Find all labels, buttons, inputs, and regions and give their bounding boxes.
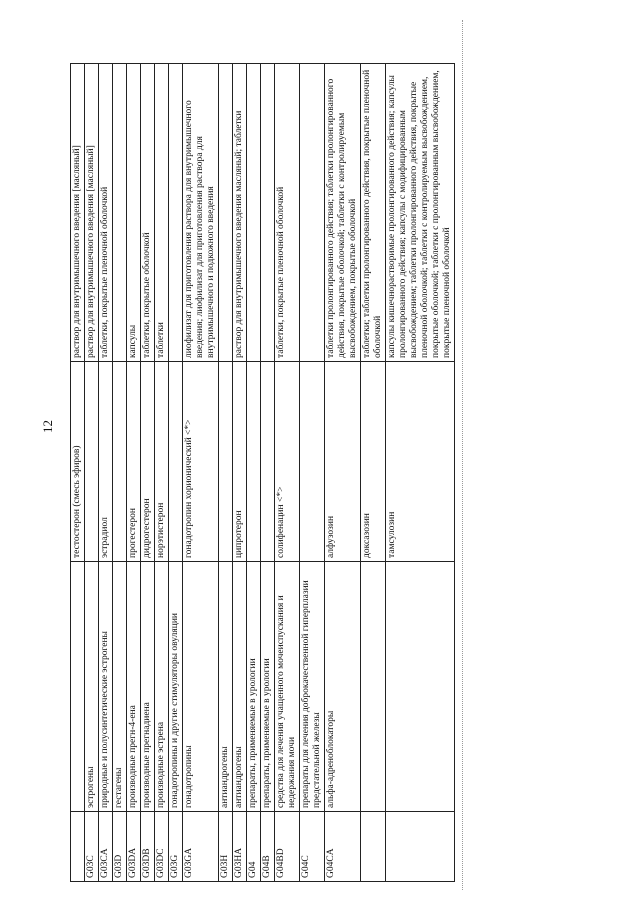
table-row	[85, 64, 99, 882]
dosage-form-cell: капсулы кишечнорастворимые пролонгированного действия; капсулы пролонгированного действия; капсулы с модифицированным высвобождением; таблетки пролонгированного действия, покрытые пленочной оболочкой; таблетки с контролируемым высвобождением, покрытые оболочкой; таблетки с пролонгированным высвобождением, покрытые пленочной оболочкой	[386, 64, 455, 362]
group-name-cell	[71, 562, 85, 812]
atc-code-cell	[386, 812, 455, 882]
table-row	[325, 64, 361, 882]
group-name-cell: гонадотропины и другие стимуляторы овуляции	[169, 562, 183, 812]
dosage-form-cell: таблетки, покрытые оболочкой	[141, 64, 155, 362]
table-row	[183, 64, 219, 882]
drug-name-cell	[261, 362, 275, 562]
group-name-cell: препараты, применяемые в урологии	[261, 562, 275, 812]
dosage-form-cell: раствор для внутримышечного введения [масляный]	[85, 64, 99, 362]
atc-code-cell: G03DA	[127, 812, 141, 882]
drug-name-cell	[247, 362, 261, 562]
dosage-form-cell: раствор для внутримышечного введения [масляный]	[71, 64, 85, 362]
dosage-form-cell: таблетки	[155, 64, 169, 362]
drug-name-cell: ципротерон	[233, 362, 247, 562]
group-name-cell: производные прегн-4-ена	[127, 562, 141, 812]
drug-name-cell: тестостерон (смесь эфиров)	[71, 362, 85, 562]
drug-name-cell: прогестерон	[127, 362, 141, 562]
table-row	[386, 64, 455, 882]
dosage-form-cell: таблетки пролонгированного действия; таблетки пролонгированного действия, покрытые оболочкой; таблетки с контролируемым высвобождением, покрытые оболочкой	[325, 64, 361, 362]
rotated-table-container	[70, 64, 455, 882]
drug-name-cell: доксазозин	[361, 362, 386, 562]
atc-code-cell	[71, 812, 85, 882]
group-name-cell: препараты, применяемые в урологии	[247, 562, 261, 812]
table-row	[300, 64, 325, 882]
group-name-cell: антиандрогены	[233, 562, 247, 812]
drug-name-cell: алфузозин	[325, 362, 361, 562]
atc-code-cell: G04B	[261, 812, 275, 882]
dosage-form-cell	[300, 64, 325, 362]
table-row	[71, 64, 85, 882]
drug-name-cell: дидрогестерон	[141, 362, 155, 562]
drug-classification-table	[70, 63, 455, 882]
atc-code-cell: G03HA	[233, 812, 247, 882]
drug-name-cell	[85, 362, 99, 562]
table-row	[275, 64, 300, 882]
atc-code-cell: G04BD	[275, 812, 300, 882]
page-number: 12	[40, 420, 55, 433]
dosage-form-cell	[113, 64, 127, 362]
drug-name-cell	[300, 362, 325, 562]
drug-name-cell: эстрадиол	[99, 362, 113, 562]
atc-code-cell: G03D	[113, 812, 127, 882]
table-row	[141, 64, 155, 882]
atc-code-cell: G03G	[169, 812, 183, 882]
dosage-form-cell: таблетки, покрытые пленочной оболочкой	[275, 64, 300, 362]
dosage-form-cell	[247, 64, 261, 362]
dosage-form-cell: капсулы	[127, 64, 141, 362]
atc-code-cell: G03CA	[99, 812, 113, 882]
dosage-form-cell: раствор для внутримышечного введения масляный; таблетки	[233, 64, 247, 362]
atc-code-cell: G04C	[300, 812, 325, 882]
dosage-form-cell	[219, 64, 233, 362]
drug-name-cell	[113, 362, 127, 562]
atc-code-cell	[361, 812, 386, 882]
atc-code-cell: G04CA	[325, 812, 361, 882]
table-row	[155, 64, 169, 882]
dosage-form-cell: лиофилизат для приготовления раствора для внутримышечного введения; лиофилизат для приготовления раствора для внутримышечного и подкожного введения	[183, 64, 219, 362]
scan-fold-line	[462, 20, 463, 890]
atc-code-cell: G04	[247, 812, 261, 882]
atc-code-cell: G03DB	[141, 812, 155, 882]
table-row	[261, 64, 275, 882]
table-row	[99, 64, 113, 882]
table-row	[219, 64, 233, 882]
group-name-cell: препараты для лечения доброкачественной гиперплазии предстательной железы	[300, 562, 325, 812]
atc-code-cell: G03DC	[155, 812, 169, 882]
drug-name-cell: норэтистерон	[155, 362, 169, 562]
drug-name-cell: солифенацин <*>	[275, 362, 300, 562]
group-name-cell: антиандрогены	[219, 562, 233, 812]
table-body	[71, 64, 455, 882]
table-row	[247, 64, 261, 882]
dosage-form-cell: таблетки, покрытые пленочной оболочкой	[99, 64, 113, 362]
atc-code-cell: G03H	[219, 812, 233, 882]
group-name-cell	[386, 562, 455, 812]
table-row	[113, 64, 127, 882]
table-row	[169, 64, 183, 882]
group-name-cell	[361, 562, 386, 812]
dosage-form-cell	[261, 64, 275, 362]
group-name-cell: производные прегнадиена	[141, 562, 155, 812]
group-name-cell: гестагены	[113, 562, 127, 812]
drug-name-cell: тамсулозин	[386, 362, 455, 562]
drug-name-cell: гонадотропин хорионический <*>	[183, 362, 219, 562]
group-name-cell: гонадотропины	[183, 562, 219, 812]
group-name-cell: природные и полусинтетические эстрогены	[99, 562, 113, 812]
table-row	[127, 64, 141, 882]
dosage-form-cell	[169, 64, 183, 362]
table-row	[233, 64, 247, 882]
atc-code-cell: G03GA	[183, 812, 219, 882]
dosage-form-cell: таблетки; таблетки пролонгированного действия, покрытые пленочной оболочкой	[361, 64, 386, 362]
group-name-cell: эстрогены	[85, 562, 99, 812]
group-name-cell: альфа-адреноблокаторы	[325, 562, 361, 812]
group-name-cell: средства для лечения учащенного мочеиспускания и недержания мочи	[275, 562, 300, 812]
table-row	[361, 64, 386, 882]
drug-name-cell	[169, 362, 183, 562]
group-name-cell: производные эстрена	[155, 562, 169, 812]
atc-code-cell: G03C	[85, 812, 99, 882]
drug-name-cell	[219, 362, 233, 562]
